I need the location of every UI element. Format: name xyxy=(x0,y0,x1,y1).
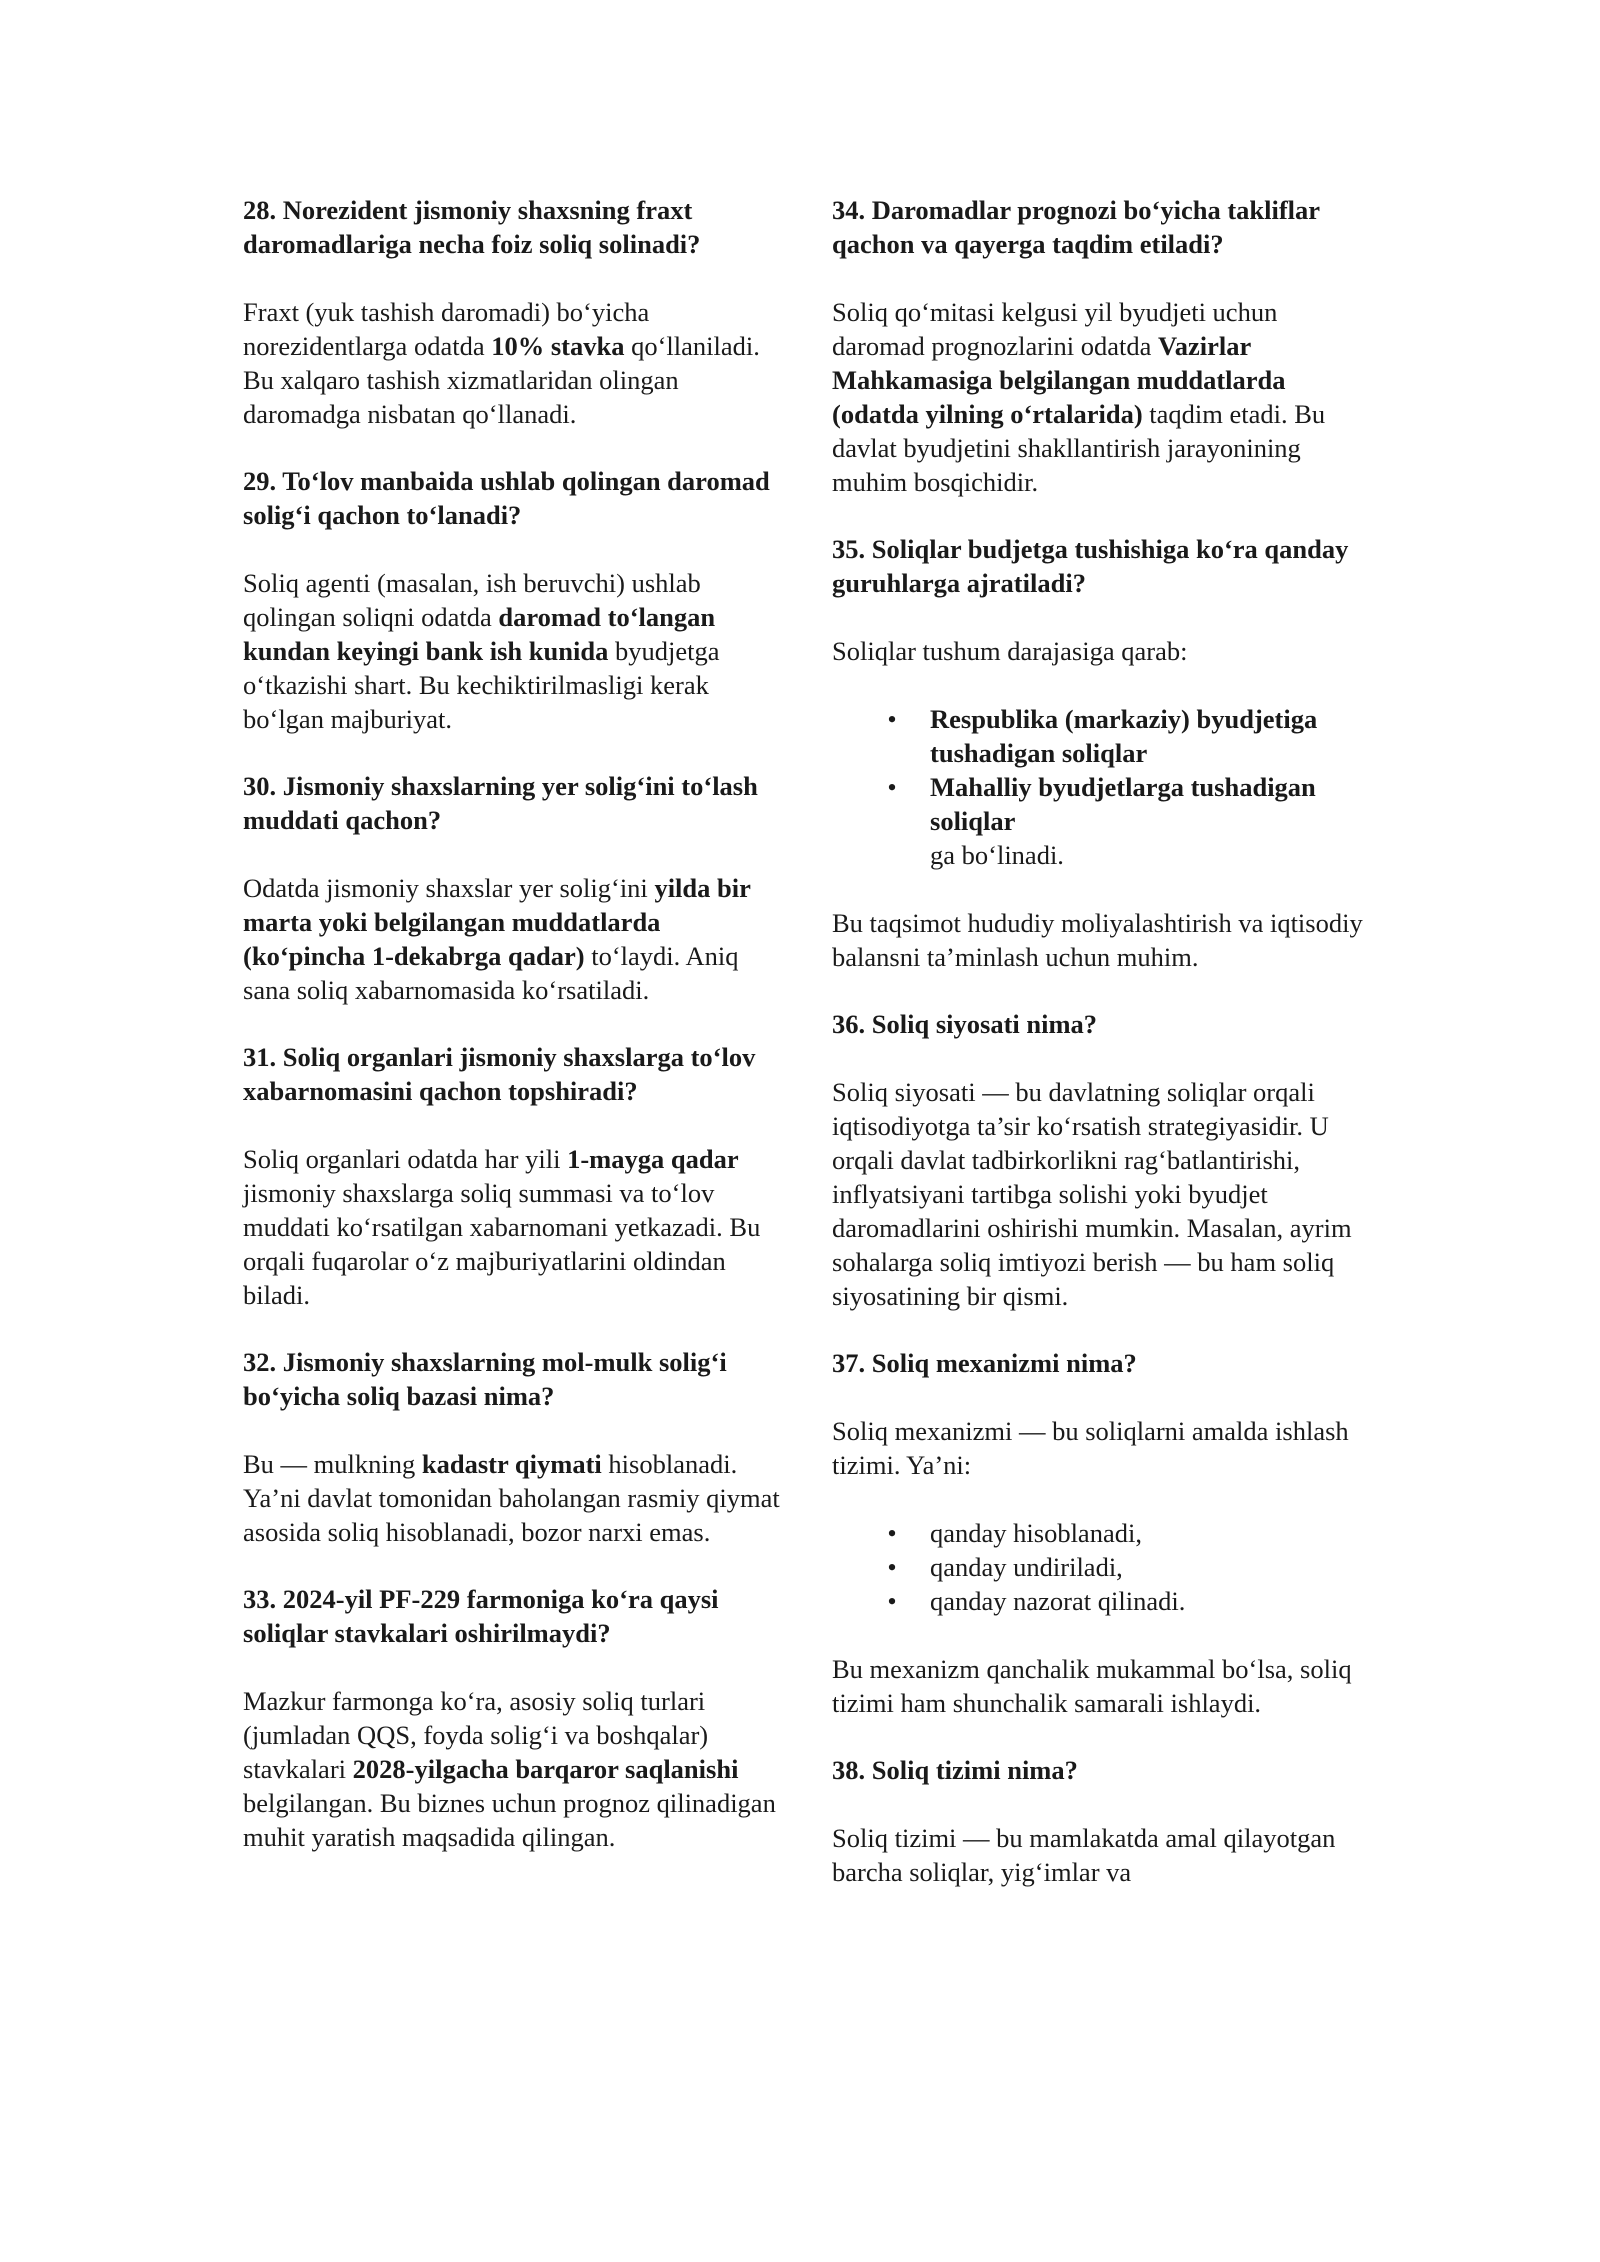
answer-text: Fraxt (yuk tashish daromadi) bo‘yicha norezidentlarga odatda 10% stavka qo‘llaniladi. Bu xalqaro tashish xizmatlaridan olingan daromadga nisbatan qo‘llanadi. xyxy=(243,297,760,429)
list-item: • Mahalliy byudjetlarga tushadigan soliqlar xyxy=(832,770,1372,838)
question-34-block xyxy=(832,193,1372,499)
answer-text: Odatda jismoniy shaxslar yer solig‘ini yilda bir marta yoki belgilangan muddatlarda (ko‘pincha 1-dekabrga qadar) to‘laydi. Aniq sana soliq xabarnomasida ko‘rsatiladi. xyxy=(243,873,751,1005)
question-block xyxy=(243,464,788,736)
question-title: 32. Jismoniy shaxslarning mol-mulk solig‘i bo‘yicha soliq bazasi nima? xyxy=(243,1347,727,1411)
question-title: 31. Soliq organlari jismoniy shaxslarga to‘lov xabarnomasini qachon topshiradi? xyxy=(243,1042,756,1106)
question-block xyxy=(243,1345,788,1549)
answer-36: Soliq siyosati — bu davlatning soliqlar orqali iqtisodiyotga ta’sir ko‘rsatish strategiyasidir. U orqali davlat tadbirkorlikni rag‘batlantirishi, inflyatsiyani tartibga solishi yoki byudjet daromadlarini oshirishi mumkin. Masalan, ayrim sohalarga soliq imtiyozi berish — bu ham soliq siyosatining bir qismi. xyxy=(832,1077,1352,1311)
right-column xyxy=(832,193,1372,1922)
question-38-block xyxy=(832,1753,1372,1889)
question-block xyxy=(243,769,788,1007)
budget-groups-list xyxy=(832,702,1372,838)
question-38-title: 38. Soliq tizimi nima? xyxy=(832,1755,1078,1785)
bullet-icon: • xyxy=(887,1518,897,1548)
answer-35-intro: Soliqlar tushum darajasiga qarab: xyxy=(832,636,1188,666)
question-title: 33. 2024-yil PF-229 farmoniga ko‘ra qaysi soliqlar stavkalari oshirilmaydi? xyxy=(243,1584,719,1648)
question-35-block xyxy=(832,532,1372,974)
question-title: 30. Jismoniy shaxslarning yer solig‘ini to‘lash muddati qachon? xyxy=(243,771,758,835)
answer-38: Soliq tizimi — bu mamlakatda amal qilayotgan barcha soliqlar, yig‘imlar va xyxy=(832,1823,1336,1887)
bullet-icon: • xyxy=(887,704,897,734)
answer-37-note: Bu mexanizm qanchalik mukammal bo‘lsa, soliq tizimi ham shunchalik samarali ishlaydi. xyxy=(832,1654,1352,1718)
list-item: • qanday undiriladi, xyxy=(832,1550,1372,1584)
answer-text: Bu — mulkning kadastr qiymati hisoblanadi. Ya’ni davlat tomonidan baholangan rasmiy qiymat asosida soliq hisoblanadi, bozor narxi emas. xyxy=(243,1449,780,1547)
answer-35-note: Bu taqsimot hududiy moliyalashtirish va iqtisodiy balansni ta’minlash uchun muhim. xyxy=(832,908,1363,972)
left-column xyxy=(243,193,788,1887)
answer-37-intro: Soliq mexanizmi — bu soliqlarni amalda ishlash tizimi. Ya’ni: xyxy=(832,1416,1349,1480)
question-35-title: 35. Soliqlar budjetga tushishiga ko‘ra qanday guruhlarga ajratiladi? xyxy=(832,534,1349,598)
answer-text: Soliq organlari odatda har yili 1-mayga qadar jismoniy shaxslarga soliq summasi va to‘lov muddati ko‘rsatilgan xabarnomani yetkazadi. Bu orqali fuqarolar o‘z majburiyatlarini oldindan biladi. xyxy=(243,1144,761,1310)
answer-text: Mazkur farmonga ko‘ra, asosiy soliq turlari (jumladan QQS, foyda solig‘i va boshqalar) stavkalari 2028-yilgacha barqaror saqlanishi belgilangan. Bu biznes uchun prognoz qilinadigan muhit yaratish maqsadida qilingan. xyxy=(243,1686,776,1852)
question-36-block xyxy=(832,1007,1372,1313)
list-item: • qanday hisoblanadi, xyxy=(832,1516,1372,1550)
question-block xyxy=(243,193,788,431)
mechanism-list xyxy=(832,1516,1372,1618)
question-37-title: 37. Soliq mexanizmi nima? xyxy=(832,1348,1137,1378)
list-item: • Respublika (markaziy) byudjetiga tushadigan soliqlar xyxy=(832,702,1372,770)
bullet-icon: • xyxy=(887,1552,897,1582)
answer-34: Soliq qo‘mitasi kelgusi yil byudjeti uchun daromad prognozlarini odatda Vazirlar Mahkamasiga belgilangan muddatlarda (odatda yilning o‘rtalarida) taqdim etadi. Bu davlat byudjetini shakllantirish jarayonining muhim bosqichidir. xyxy=(832,297,1326,497)
answer-35-tail: ga bo‘linadi. xyxy=(930,840,1064,870)
question-title: 28. Norezident jismoniy shaxsning fraxt daromadlariga necha foiz soliq solinadi? xyxy=(243,195,701,259)
bullet-icon: • xyxy=(887,1586,897,1616)
question-36-title: 36. Soliq siyosati nima? xyxy=(832,1009,1098,1039)
list-item: • qanday nazorat qilinadi. xyxy=(832,1584,1372,1618)
answer-text: Soliq agenti (masalan, ish beruvchi) ushlab qolingan soliqni odatda daromad to‘langan kundan keyingi bank ish kunida byudjetga o‘tkazishi shart. Bu kechiktirilmasligi kerak bo‘lgan majburiyat. xyxy=(243,568,720,734)
question-34-title: 34. Daromadlar prognozi bo‘yicha takliflar qachon va qayerga taqdim etiladi? xyxy=(832,195,1320,259)
question-block xyxy=(243,1040,788,1312)
bullet-icon: • xyxy=(887,772,897,802)
question-37-block xyxy=(832,1346,1372,1720)
question-title: 29. To‘lov manbaida ushlab qolingan daromad solig‘i qachon to‘lanadi? xyxy=(243,466,770,530)
question-block xyxy=(243,1582,788,1854)
